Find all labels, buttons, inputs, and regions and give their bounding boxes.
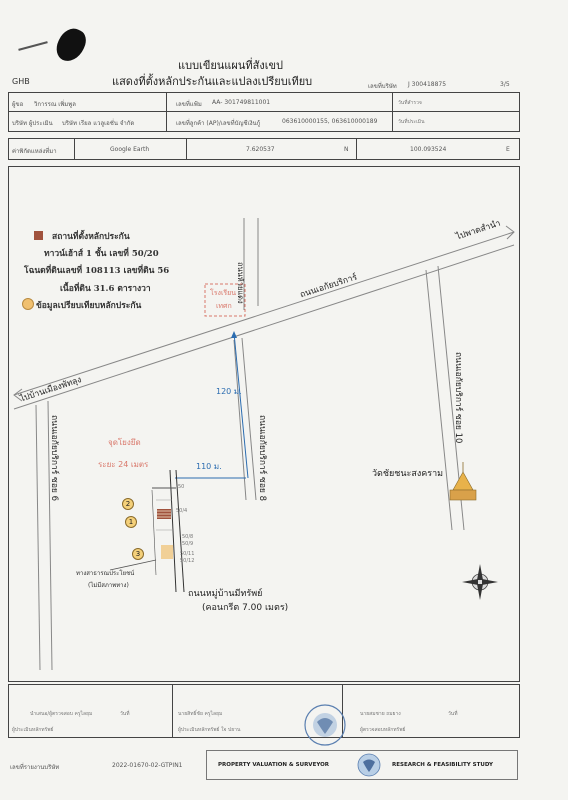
sig-c: นายสิทธิ์ชัย ครูไลยุม — [178, 711, 223, 717]
header-logo: GHB — [12, 77, 30, 86]
account-label: เลขที่ลูกค้า (AP)/เลขที่บัญชีเงินกู้ — [176, 120, 261, 127]
customer-label: ผู้ขอ — [12, 101, 24, 108]
coords-source: Google Earth — [110, 146, 150, 153]
lot-50-4: 50/4 — [176, 508, 188, 514]
lot-50-8: 50/8 — [182, 534, 194, 540]
coords-lon-dir: E — [506, 146, 510, 153]
appraise-date-label: วันที่ประเมิน — [398, 119, 425, 125]
ref-label: เลขที่บริษัท — [368, 83, 397, 90]
distance-120: 120 ม. — [216, 387, 242, 396]
collateral-deed: โฉนดที่ดินเลขที่ 108113 เลขที่ดิน 56 — [24, 266, 170, 276]
company-label: บริษัท ผู้ประเมิน — [12, 120, 53, 127]
road-main-label: ถนนเอกัยบริการ์ — [298, 272, 359, 301]
sig-div-1 — [172, 684, 173, 738]
collateral-building: ทาวน์เฮ้าส์ 1 ชั้น เลขที่ 50/20 — [44, 249, 159, 259]
sig-b: ผู้ประเมินหลักทรัพย์ — [12, 727, 54, 733]
customer-value: วิการรณ เพิ่มพูล — [34, 101, 76, 108]
collateral-legend-title: สถานที่ตั้งหลักประกัน — [52, 232, 130, 242]
company-seal-icon — [300, 700, 350, 750]
public-way-2: (ไม่มีสภาพทาง) — [88, 582, 129, 589]
lot-50-12: 50/12 — [180, 558, 195, 564]
pink-note-1: จุดโยงยึด — [108, 438, 141, 447]
stamp-line-2: เทศก — [216, 302, 232, 310]
coords-lat-dir: N — [344, 146, 349, 153]
road-soi10-label: ถนนเอกัยบริการ์ ซอย 10 — [453, 352, 463, 444]
header-title-1: แบบเขียนแผนที่สังเขป — [178, 59, 283, 72]
distance-110: 110 ม. — [196, 462, 222, 471]
footer-globe-icon — [356, 752, 382, 778]
to-east-label: ไปพาดสำนำ — [454, 218, 502, 243]
survey-date-label: วันที่สำรวจ — [398, 100, 422, 106]
sig-e: นายสมชาย ถมยาง — [360, 711, 401, 717]
footer-code-label: เลขที่รายงานบริษัท — [10, 764, 60, 771]
page-number: 3/5 — [500, 81, 510, 88]
coords-lat: 7.620537 — [246, 146, 275, 153]
road-soi6-label: ถนนเอกัยบริการ์ ซอย 6 — [49, 415, 59, 502]
company-value: บริษัท เรียล แวลูเอชั่น จำกัด — [62, 120, 135, 127]
road-north-label: ถนนห้วยแดง — [236, 262, 245, 304]
road-soi8-label: ถนนเอกัยบริการ์ ซอย 8 — [257, 415, 267, 502]
road-bottom-2: (คอนกรีต 7.00 เมตร) — [202, 603, 289, 613]
collateral-area: เนื้อที่ดิน 31.6 ตารางวา — [60, 284, 151, 294]
header-title-2: แสดงที่ตั้งหลักประกันและแปลงเปรียบเทียบ — [112, 75, 313, 88]
public-way-1: ทางสาธารณประโยชน์ — [76, 570, 135, 577]
footer-code-value: 2022-01670-02-GTPIN1 — [112, 762, 183, 769]
sig-a-date: วันที่ — [120, 711, 130, 717]
stamp-line-1: โรงเรียน — [210, 289, 236, 297]
sig-a: นำเสนอ/ผู้ตรวจสอบ ครูไลยุม — [30, 711, 93, 717]
sig-e-date: วันที่ — [448, 711, 458, 717]
comparable-marker-3: 3 — [132, 548, 144, 560]
lot-50-11: 50/11 — [180, 551, 195, 557]
file-label: เลขที่แฟ้ม — [176, 101, 202, 108]
to-west-label: ไปบ้านเมืองพัทลุง — [18, 375, 83, 405]
comparable-marker-1: 1 — [125, 516, 137, 528]
road-bottom-1: ถนนหมู่บ้านมีทรัพย์ — [188, 589, 263, 599]
coords-lon: 100.093524 — [410, 146, 447, 153]
ref-value: J 300418875 — [408, 81, 447, 88]
pink-note-2: ระยะ 24 เมตร — [98, 460, 149, 469]
temple-label: วัดชัยชนะสงคราม — [372, 469, 444, 479]
collateral-legend-swatch — [34, 231, 43, 240]
comparable-legend-dot — [22, 298, 34, 310]
comparable-legend-label: ข้อมูลเปรียบเทียบหลักประกัน — [36, 301, 142, 311]
account-value: 063610000155, 063610000189 — [282, 118, 378, 125]
file-value: AA- 301749811001 — [212, 99, 271, 106]
sig-f: ผู้ตรวจสอบหลักทรัพย์ — [360, 727, 406, 733]
footer-company: PROPERTY VALUATION & SURVEYOR — [218, 762, 330, 768]
sig-d: ผู้ประเมินหลักทรัพย์ ใจ ปยาน — [178, 727, 241, 733]
lot-50-9: 50/9 — [182, 541, 194, 547]
lot-50: 50 — [178, 484, 185, 490]
footer-study: RESEARCH & FEASIBILITY STUDY — [392, 762, 494, 768]
comparable-marker-2: 2 — [122, 498, 134, 510]
coords-label: ค่าพิกัดแหล่งที่มา — [12, 148, 57, 155]
